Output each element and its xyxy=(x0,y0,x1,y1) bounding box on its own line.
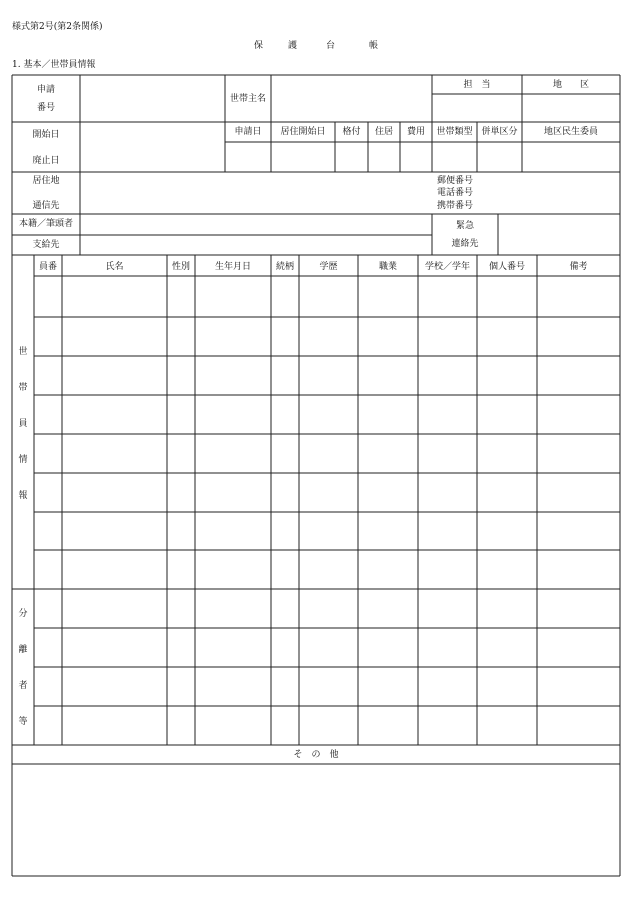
side-label-setai-5: 報 xyxy=(18,491,28,501)
label-heitan: 併単区分 xyxy=(481,127,518,137)
staff-field[interactable] xyxy=(433,95,521,121)
contact-numbers-field[interactable] xyxy=(481,173,619,213)
label-bango: 番号 xyxy=(36,103,55,113)
label-kaishi: 開始日 xyxy=(32,130,60,140)
side-label-setai-4: 情 xyxy=(18,455,28,465)
district-field[interactable] xyxy=(523,95,619,121)
residence-field[interactable] xyxy=(81,173,431,213)
col-header-biko: 備考 xyxy=(569,262,588,272)
household-head-name-field[interactable] xyxy=(272,76,431,121)
side-label-bunri-4: 等 xyxy=(18,717,28,727)
label-kyoju-kaishi: 居住開始日 xyxy=(280,127,326,137)
label-minsei: 地区民生委員 xyxy=(543,127,598,137)
title-char-1: 保 xyxy=(254,41,264,51)
domicile-field[interactable] xyxy=(81,215,431,234)
other-notes-field[interactable] xyxy=(13,765,619,875)
col-header-shokugyo: 職業 xyxy=(378,262,397,272)
side-label-setai-3: 員 xyxy=(18,419,28,429)
side-label-setai-2: 帯 xyxy=(18,383,28,393)
label-other: そ の 他 xyxy=(293,750,339,760)
side-label-bunri-2: 離 xyxy=(18,645,28,655)
label-tsushin: 通信先 xyxy=(32,201,60,211)
side-label-bunri-1: 分 xyxy=(18,609,28,619)
form-reference: 様式第2号(第2条関係) xyxy=(12,22,103,32)
label-renraku: 連絡先 xyxy=(451,239,479,249)
label-haishi: 廃止日 xyxy=(32,156,60,166)
label-yubin: 郵便番号 xyxy=(437,176,474,186)
label-denwa: 電話番号 xyxy=(437,188,474,198)
label-chiku: 地 区 xyxy=(552,80,589,90)
label-tanto: 担 当 xyxy=(463,80,491,90)
title-char-4: 帳 xyxy=(369,41,379,51)
title-char-2: 護 xyxy=(288,41,298,51)
start-end-date-field[interactable] xyxy=(81,123,224,171)
label-hiyo: 費用 xyxy=(406,127,425,137)
col-header-zokugara: 続柄 xyxy=(275,262,294,272)
title-char-3: 台 xyxy=(326,41,336,51)
col-header-inban: 員番 xyxy=(38,262,57,272)
col-header-seibetsu: 性別 xyxy=(171,262,190,272)
label-setai-nushi: 世帯主名 xyxy=(229,94,266,104)
label-shinsei-bi: 申請日 xyxy=(234,127,262,137)
col-header-gakko: 学校／学年 xyxy=(424,262,470,272)
label-jukyo: 住居 xyxy=(374,127,393,137)
payee-field[interactable] xyxy=(81,236,431,254)
emergency-contact-field[interactable] xyxy=(499,215,619,254)
side-label-bunri-3: 者 xyxy=(18,681,28,691)
label-keitai: 携帯番号 xyxy=(437,201,474,211)
side-label-setai-1: 世 xyxy=(18,347,28,357)
section-heading: 1. 基本／世帯員情報 xyxy=(12,60,96,70)
col-header-gakureki: 学歴 xyxy=(319,262,338,272)
label-kinkyu: 緊急 xyxy=(455,221,474,231)
col-header-kojin-bango: 個人番号 xyxy=(488,262,525,272)
label-honseki: 本籍／筆頭者 xyxy=(18,219,73,229)
application-number-field[interactable] xyxy=(81,76,224,121)
col-header-shimei: 氏名 xyxy=(105,262,124,272)
col-header-seinengappi: 生年月日 xyxy=(214,262,251,272)
label-setai-ruikei: 世帯類型 xyxy=(436,127,473,137)
label-shinsei: 申請 xyxy=(36,85,55,95)
label-shikyu: 支給先 xyxy=(32,240,60,250)
label-kyojuchi: 居住地 xyxy=(32,176,60,186)
label-kakuzuke: 格付 xyxy=(342,127,361,137)
